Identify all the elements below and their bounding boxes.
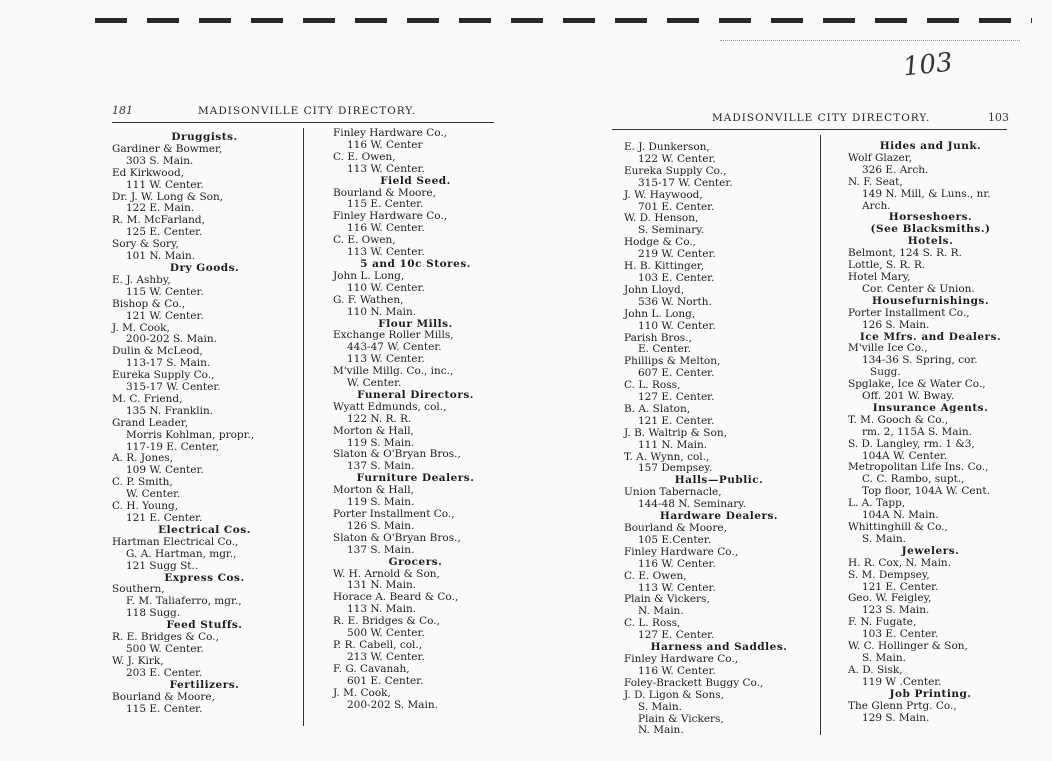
listing-name: Slaton & O'Bryan Bros., <box>333 448 461 461</box>
listing-address: S. Main. <box>638 700 682 713</box>
left-page-number: 181 <box>112 104 133 117</box>
left-column-divider <box>303 128 304 726</box>
listing-address: W. Center. <box>347 377 402 390</box>
category-heading: Hardware Dealers. <box>659 510 779 523</box>
listing-address: 104A W. Center. <box>862 449 948 462</box>
right-header-rule <box>612 129 1007 130</box>
listing-address: F. M. Taliaferro, mgr., <box>126 595 242 608</box>
listing-address: 113-17 S. Main. <box>126 357 211 370</box>
category-heading: Feed Stuffs. <box>166 619 243 632</box>
listing-name: Sory & Sory, <box>112 238 179 251</box>
listing-name: H. R. Cox, N. Main. <box>848 556 952 569</box>
left-header-rule <box>112 122 494 123</box>
listing-name: C. E. Owen, <box>624 569 687 582</box>
listing-address: 127 E. Center. <box>638 391 715 404</box>
listing-name: G. F. Wathen, <box>333 293 404 306</box>
listing-name: A. D. Sisk, <box>848 663 903 676</box>
listing-address: 113 W. Center. <box>638 581 716 594</box>
category-heading: Druggists. <box>171 131 238 143</box>
listing-name: Finley Hardware Co., <box>624 652 739 665</box>
listing-address: 110 N. Main. <box>347 305 417 318</box>
listing-address: 135 N. Franklin. <box>126 404 214 417</box>
listing-name: Eureka Supply Co., <box>112 369 215 382</box>
left-column-2 <box>333 128 498 711</box>
listing-name: M. C. Friend, <box>112 392 183 405</box>
listing-name: Morton & Hall, <box>333 484 414 497</box>
listing-address: S. Seminary. <box>638 224 705 237</box>
listing-address: 113 W. Center. <box>347 246 425 259</box>
listing-address: E. Center. <box>638 343 691 356</box>
listing-address: Top floor, 104A W. Cent. <box>862 485 990 498</box>
listing-address: 103 E. Center. <box>862 628 939 641</box>
listing-name: C. E. Owen, <box>333 234 396 247</box>
category-heading: Fertilizers. <box>169 678 240 691</box>
listing-name: Bishop & Co., <box>112 297 186 310</box>
listing-name: Bourland & Moore, <box>624 522 727 534</box>
right-column-2 <box>848 141 1013 724</box>
listing-name: Southern, <box>112 583 165 596</box>
category-heading: Flour Mills. <box>378 317 453 330</box>
listing-name: J. M. Cook, <box>112 321 170 334</box>
listing-address: 131 N. Main. <box>347 579 417 592</box>
listing-address: 137 S. Main. <box>347 460 415 473</box>
listing-name: Belmont, 124 S. R. R. <box>848 247 962 260</box>
listing-address: 315-17 W. Center. <box>126 381 221 394</box>
listing-name: Parish Bros., <box>624 331 692 344</box>
listing-address: 203 E. Center. <box>126 666 203 679</box>
listing-name: Geo. W. Feigley, <box>848 592 932 605</box>
scan-top-dash-border <box>95 18 1032 23</box>
category-heading: Electrical Cos. <box>158 523 251 536</box>
listing-name: Finley Hardware Co., <box>333 210 448 223</box>
listing-name: Union Tabernacle, <box>624 486 722 499</box>
listing-address: 117-19 E. Center, <box>126 440 220 453</box>
right-page-header: MADISONVILLE CITY DIRECTORY. <box>712 112 931 124</box>
listing-name: Metropolitan Life Ins. Co., <box>848 461 989 474</box>
listing-name: Slaton & O'Bryan Bros., <box>333 531 461 544</box>
listing-address: 500 W. Center. <box>126 642 204 655</box>
listing-name: Hartman Electrical Co., <box>112 535 239 548</box>
listing-name: Eureka Supply Co., <box>624 164 727 177</box>
listing-address: Plain & Vickers, <box>638 712 724 725</box>
listing-name: Bourland & Moore, <box>333 186 436 199</box>
listing-name: Dulin & McLeod, <box>112 345 203 358</box>
listing-name: Ed Kirkwood, <box>112 166 184 179</box>
listing-address: 116 W. Center. <box>638 557 716 570</box>
listing-address: 116 W. Center. <box>638 664 716 677</box>
listing-address: 111 W. Center. <box>126 178 204 191</box>
category-heading: Housefurnishings. <box>871 294 990 307</box>
listing-address: 326 E. Arch. <box>862 163 929 176</box>
listing-name: Lottle, S. R. R. <box>848 259 926 272</box>
listing-address: 500 W. Center. <box>347 627 425 640</box>
listing-name: T. M. Gooch & Co., <box>848 413 949 426</box>
listing-address: Cor. Center & Union. <box>862 282 975 295</box>
listing-address: 122 W. Center. <box>638 152 716 165</box>
category-heading: Insurance Agents. <box>872 401 989 414</box>
listing-name: A. R. Jones, <box>112 452 174 465</box>
listing-address: 601 E. Center. <box>347 674 424 687</box>
listing-name: Gardiner & Bowmer, <box>112 142 223 155</box>
listing-name: Foley-Brackett Buggy Co., <box>624 676 764 689</box>
listing-name: N. F. Seat, <box>848 175 903 188</box>
category-heading: Express Cos. <box>164 571 245 584</box>
listing-address: 607 E. Center. <box>638 367 715 380</box>
listing-name: Exchange Roller Mills, <box>333 329 454 342</box>
listing-address: 121 W. Center. <box>126 309 204 322</box>
listing-address: 121 E. Center. <box>638 414 715 427</box>
listing-address: 200-202 S. Main. <box>126 333 217 346</box>
listing-address: Arch. <box>862 199 891 212</box>
listing-address: 125 E. Center. <box>126 226 203 239</box>
listing-name: P. R. Cabell, col., <box>333 638 423 651</box>
left-column-1 <box>112 132 297 715</box>
listing-name: J. M. Cook, <box>333 686 391 699</box>
listing-address: 200-202 S. Main. <box>347 698 438 711</box>
listing-name: Dr. J. W. Long & Son, <box>112 190 224 203</box>
listing-address: N. Main. <box>638 724 684 737</box>
listing-address: 115 E. Center. <box>126 702 203 715</box>
listing-address: 109 W. Center. <box>126 464 204 477</box>
listing-name: C. E. Owen, <box>333 150 396 163</box>
listing-name: Finley Hardware Co., <box>624 545 739 558</box>
listing-name: Wolf Glazer, <box>848 151 912 164</box>
listing-address: 115 E. Center. <box>347 198 424 211</box>
category-heading: Funeral Directors. <box>357 388 474 401</box>
right-column-1 <box>624 142 814 737</box>
listing-name: S. M. Dempsey, <box>848 568 930 581</box>
listing-name: The Glenn Prtg. Co., <box>848 699 957 712</box>
listing-name: Porter Installment Co., <box>333 508 455 520</box>
right-page-number: 103 <box>988 111 1009 124</box>
listing-name: R. M. McFarland, <box>112 214 205 227</box>
listing-name: E. J. Ashby, <box>112 273 171 286</box>
listing-address: 113 W. Center. <box>347 162 425 175</box>
listing-name: R. E. Bridges & Co., <box>333 615 440 628</box>
category-heading: Jewelers. <box>901 544 960 557</box>
category-heading: Hotels. <box>907 235 954 248</box>
listing-name: John L. Long, <box>624 307 696 320</box>
listing-address: 303 S. Main. <box>126 154 194 167</box>
listing-address: 213 W. Center. <box>347 650 425 663</box>
listing-name: W. J. Kirk, <box>112 654 164 667</box>
listing-name: B. A. Slaton, <box>624 402 691 415</box>
listing-name: C. L. Ross, <box>624 379 681 392</box>
listing-name: J. D. Ligon & Sons, <box>624 688 724 701</box>
listing-name: R. E. Bridges & Co., <box>112 631 219 644</box>
listing-address: C. C. Rambo, supt., <box>862 473 965 486</box>
listing-name: Whittinghill & Co., <box>848 521 948 533</box>
category-heading: Horseshoers. <box>888 211 973 224</box>
listing-name: John Lloyd, <box>624 283 685 296</box>
listing-address: 115 W. Center. <box>126 285 204 298</box>
listing-name: W. D. Henson, <box>624 212 699 225</box>
category-heading: Furniture Dealers. <box>356 472 475 485</box>
listing-name: M'ville Millg. Co., inc., <box>333 365 454 378</box>
listing-name: F. N. Fugate, <box>848 616 917 629</box>
listing-name: M'ville Ice Co., <box>848 342 928 355</box>
listing-address: 111 N. Main. <box>638 438 708 451</box>
listing-name: Hotel Mary, <box>848 270 911 283</box>
category-heading: Dry Goods. <box>169 261 240 274</box>
listing-name: Grand Leader, <box>112 416 189 429</box>
listing-address: 157 Dempsey. <box>638 462 713 475</box>
listing-name: Horace A. Beard & Co., <box>333 591 459 604</box>
listing-name: H. B. Kittinger, <box>624 260 705 273</box>
listing-address: 126 S. Main. <box>347 519 415 532</box>
category-heading: Grocers. <box>388 555 443 568</box>
listing-name: C. P. Smith, <box>112 476 173 489</box>
listing-address: Off. 201 W. Bway. <box>862 390 955 403</box>
listing-address: W. Center. <box>126 488 181 501</box>
listing-name: J. B. Waltrip & Son, <box>624 426 727 439</box>
listing-address: 118 Sugg. <box>126 607 181 620</box>
left-page-header: MADISONVILLE CITY DIRECTORY. <box>198 105 417 117</box>
listing-address: 116 W. Center. <box>347 222 425 235</box>
listing-name: Wyatt Edmunds, col., <box>333 400 447 413</box>
listing-name: E. J. Dunkerson, <box>624 141 710 153</box>
listing-address: rm. 2, 115A S. Main. <box>862 425 972 438</box>
listing-address: 110 W. Center. <box>347 281 425 294</box>
listing-address: 113 W. Center. <box>347 353 425 366</box>
listing-address: 121 E. Center. <box>126 512 203 524</box>
listing-address: 126 S. Main. <box>862 318 930 331</box>
listing-address: 116 W. Center <box>347 138 423 151</box>
listing-address: 443-47 W. Center. <box>347 341 442 354</box>
listing-name: Hodge & Co., <box>624 236 697 249</box>
listing-name: Plain & Vickers, <box>624 593 710 606</box>
listing-address: 101 N. Main. <box>126 250 196 263</box>
listing-address: 104A N. Main. <box>862 509 939 522</box>
listing-address: 127 E. Center. <box>638 629 715 642</box>
listing-address: 119 S. Main. <box>347 436 415 449</box>
right-column-divider <box>820 135 821 735</box>
listing-address: 119 W .Center. <box>862 675 942 688</box>
listing-address: 137 S. Main. <box>347 543 415 556</box>
listing-name: John L. Long, <box>333 269 405 282</box>
category-heading: Ice Mfrs. and Dealers. <box>859 330 1002 343</box>
listing-address: 110 W. Center. <box>638 319 716 332</box>
listing-name: Spglake, Ice & Water Co., <box>848 378 986 391</box>
listing-name: J. W. Haywood, <box>624 188 703 201</box>
listing-address: Morris Kohlman, propr., <box>126 428 255 441</box>
listing-address: Sugg. <box>870 366 901 379</box>
listing-address: 536 W. North. <box>638 295 712 308</box>
listing-name: Bourland & Moore, <box>112 690 215 703</box>
category-heading: Halls—Public. <box>674 474 764 487</box>
listing-address: 219 W. Center. <box>638 248 716 261</box>
listing-address: 119 S. Main. <box>347 496 415 509</box>
scan-pencil-marks <box>720 40 1020 42</box>
listing-name: Morton & Hall, <box>333 424 414 437</box>
listing-address: 121 Sugg St.. <box>126 559 199 572</box>
listing-address: 144-48 N. Seminary. <box>638 498 747 511</box>
listing-address: G. A. Hartman, mgr., <box>126 547 237 560</box>
category-heading: 5 and 10c Stores. <box>360 257 471 270</box>
listing-address: S. Main. <box>862 532 906 545</box>
listing-name: S. D. Langley, rm. 1 &3, <box>848 437 975 450</box>
category-heading: Field Seed. <box>380 174 451 187</box>
listing-name: T. A. Wynn, col., <box>624 450 710 463</box>
category-heading: (See Blacksmiths.) <box>870 223 991 236</box>
listing-address: S. Main. <box>862 651 906 664</box>
listing-address: N. Main. <box>638 605 684 618</box>
handwritten-page-number: 103 <box>901 47 955 83</box>
listing-name: F. G. Cavanah, <box>333 662 410 675</box>
listing-address: 122 E. Main. <box>126 202 195 215</box>
category-heading: Job Printing. <box>889 687 972 700</box>
listing-address: 103 E. Center. <box>638 271 715 284</box>
listing-name: L. A. Tapp, <box>848 497 906 510</box>
listing-address: 121 E. Center. <box>862 580 939 593</box>
listing-name: W. C. Hollinger & Son, <box>848 640 968 653</box>
listing-name: C. H. Young, <box>112 500 179 513</box>
listing-address: 105 E.Center. <box>638 533 712 546</box>
listing-address: 315-17 W. Center. <box>638 176 733 189</box>
listing-name: Phillips & Melton, <box>624 355 721 368</box>
listing-address: 123 S. Main. <box>862 604 930 617</box>
listing-name: W. H. Arnold & Son, <box>333 567 440 580</box>
listing-name: Finley Hardware Co., <box>333 127 448 139</box>
listing-name: C. L. Ross, <box>624 617 681 630</box>
listing-address: 701 E. Center. <box>638 200 715 213</box>
listing-address: 134-36 S. Spring, cor. <box>862 354 978 367</box>
listing-name: Porter Installment Co., <box>848 306 970 319</box>
listing-address: 113 N. Main. <box>347 603 417 616</box>
listing-address: 122 N. R. R. <box>347 412 412 425</box>
listing-address: 149 N. Mill, & Luns., nr. <box>862 187 991 200</box>
listing-address: 129 S. Main. <box>862 711 930 724</box>
category-heading: Harness and Saddles. <box>650 641 788 654</box>
category-heading: Hides and Junk. <box>879 140 982 152</box>
